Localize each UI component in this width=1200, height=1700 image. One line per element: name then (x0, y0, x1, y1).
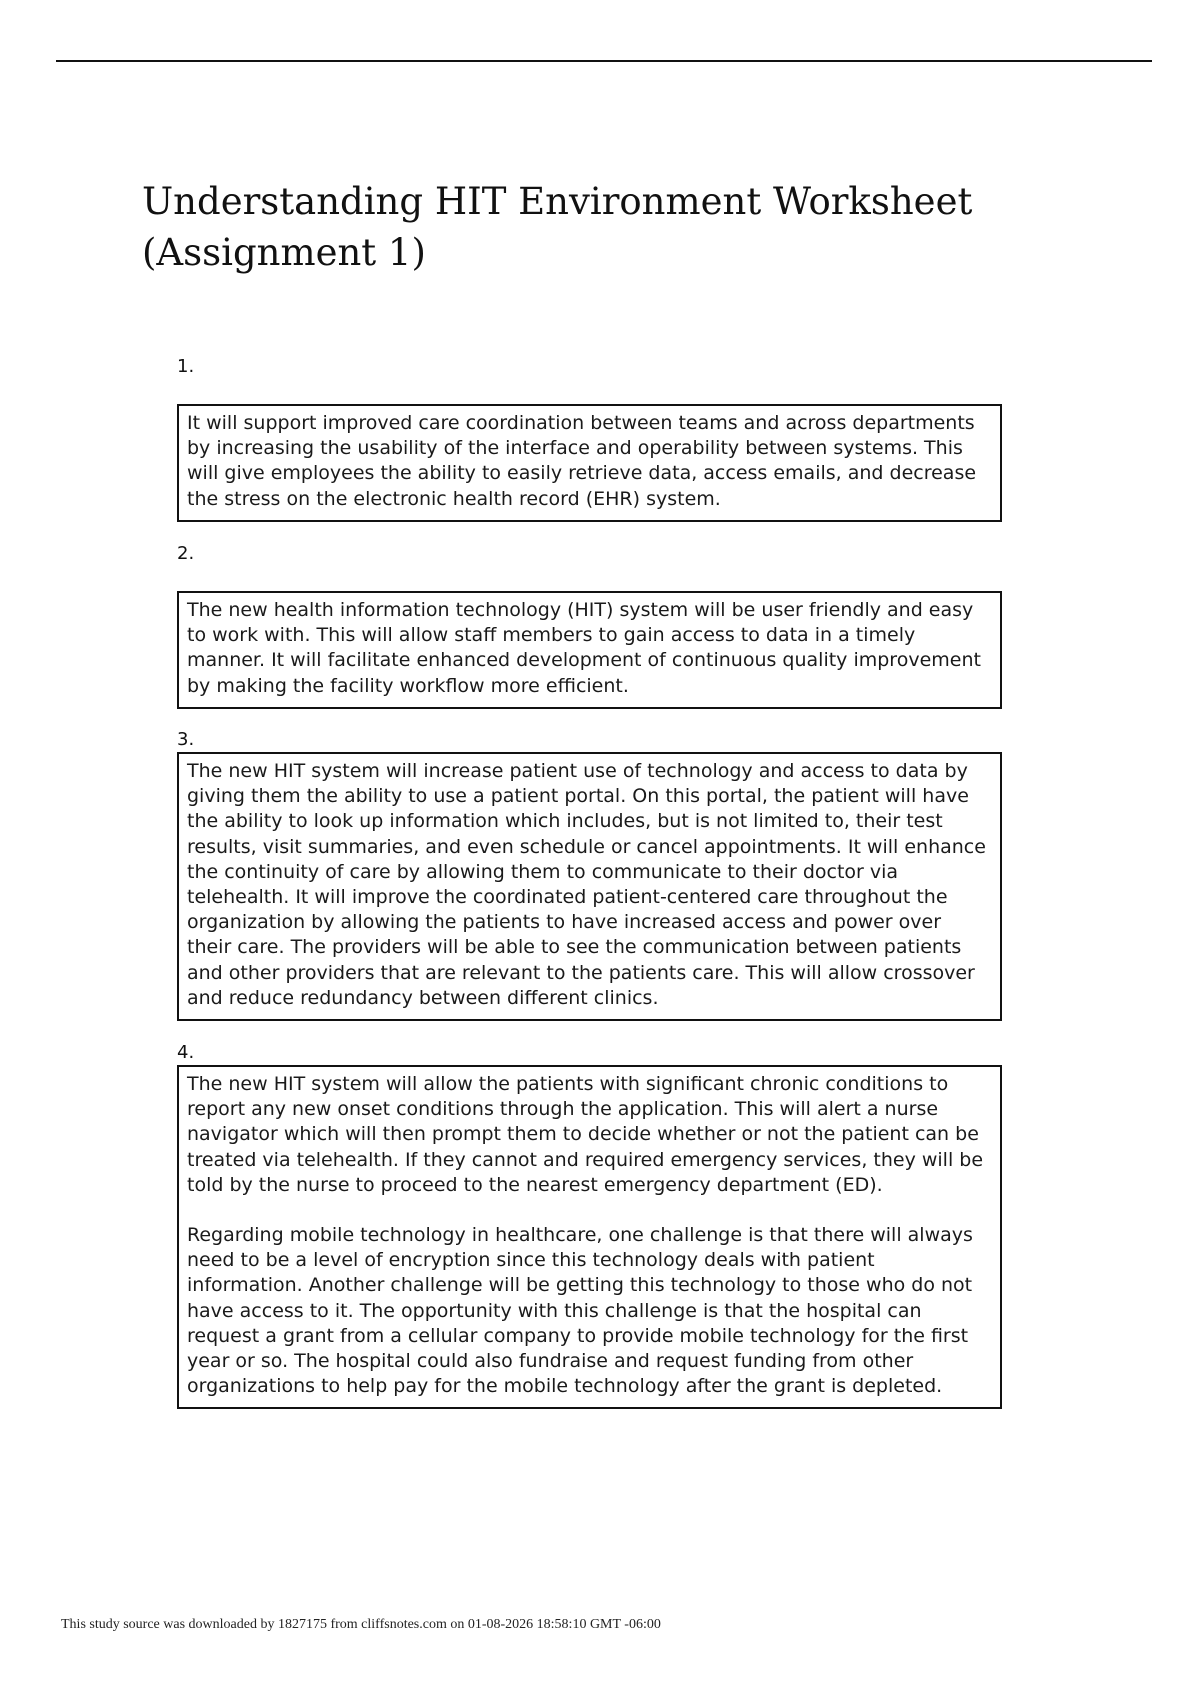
answer-box-2 (177, 591, 1002, 709)
question-number-3: 3. (177, 729, 195, 750)
answer-box-1 (177, 404, 1002, 522)
answer-4-paragraph-1: The new HIT system will allow the patients with significant chronic conditions to report any new onset conditions through the application. This will alert a nurse navigator which will then prompt them to decide whether or not the patient can be treated via telehealth. If they cannot and required emergency services, they will be told by the nurse to proceed to the nearest emergency department (ED). (187, 1073, 984, 1196)
answer-box-3 (177, 752, 1002, 1021)
header-rule (56, 60, 1152, 62)
footer-source-note: This study source was downloaded by 1827175 from cliffsnotes.com on 01-08-2026 18:58:10 GMT -06:00 (61, 1617, 661, 1632)
answer-4-paragraph-2: Regarding mobile technology in healthcare, one challenge is that there will always need to be a level of encryption since this technology deals with patient information. Another challenge will be getting this technology to those who do not have access to it. The opportunity with this challenge is that the hospital can request a grant from a cellular company to provide mobile technology for the first year or so. The hospital could also fundraise and request funding from other organizations to help pay for the mobile technology after the grant is depleted. (187, 1224, 973, 1398)
answer-box-4 (177, 1065, 1002, 1409)
question-number-4: 4. (177, 1042, 195, 1063)
question-number-2: 2. (177, 543, 195, 564)
document-title: Understanding HIT Environment Worksheet (Assignment 1) (142, 180, 973, 274)
answer-2-paragraph-1: The new health information technology (HIT) system will be user friendly and easy to work with. This will allow staff members to gain access to data in a timely manner. It will facilitate enhanced development of continuous quality improvement by making the facility workflow more efficient. (187, 599, 981, 697)
answer-1-paragraph-1: It will support improved care coordination between teams and across departments by increasing the usability of the interface and operability between systems. This will give employees the ability to easily retrieve data, access emails, and decrease the stress on the electronic health record (EHR) system. (187, 412, 977, 510)
question-number-1: 1. (177, 356, 195, 377)
answer-3-paragraph-1: The new HIT system will increase patient use of technology and access to data by giving them the ability to use a patient portal. On this portal, the patient will have the ability to look up information which includes, but is not limited to, their test results, visit summaries, and even schedule or cancel appointments. It will enhance the continuity of care by allowing them to communicate to their doctor via telehealth. It will improve the coordinated patient-centered care throughout the organization by allowing the patients to have increased access and power over their care. The providers will be able to see the communication between patients and other providers that are relevant to the patients care. This will allow crossover and reduce redundancy between different clinics. (187, 760, 986, 1009)
